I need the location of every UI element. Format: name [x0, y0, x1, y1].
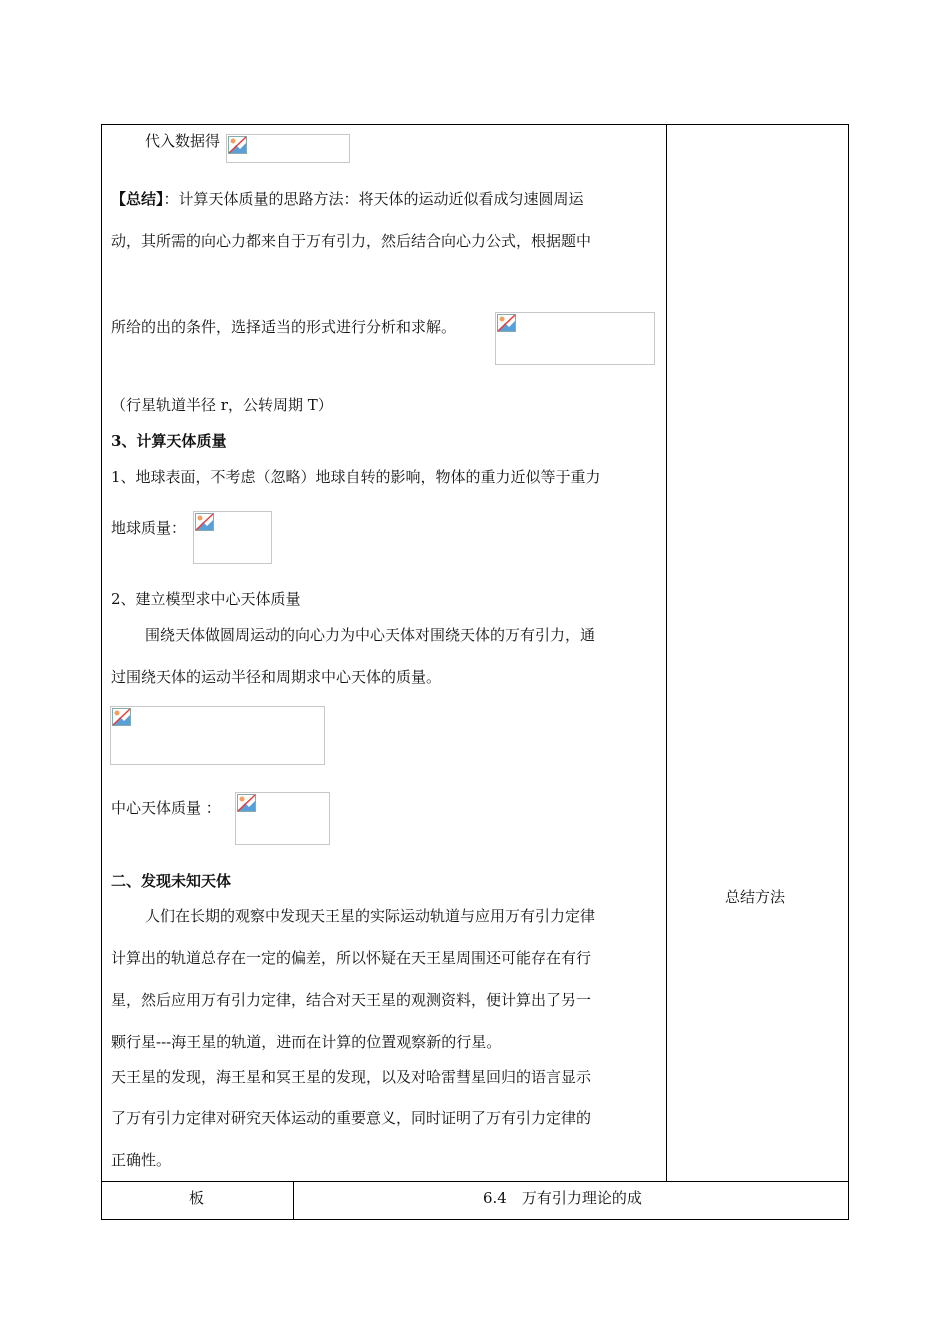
discovery-line-4: 颗行星---海王星的轨道，进而在计算的位置观察新的行星。 [111, 1033, 502, 1051]
column-divider [666, 124, 667, 1182]
broken-image-icon [228, 136, 247, 154]
orbit-note: （行星轨道半径 r，公转周期 T） [111, 396, 333, 414]
board-title: 6.4 万有引力理论的成 [483, 1189, 642, 1207]
summary-text-1: ：计算天体质量的思路方法：将天体的运动近似看成匀速圆周运 [163, 190, 584, 208]
model-line-2: 过围绕天体的运动半径和周期求中心天体的质量。 [111, 668, 442, 686]
discovery-line-1: 人们在长期的观察中发现天王星的实际运动轨道与应用万有引力定律 [145, 907, 596, 925]
earth-surface-line-1: 1、地球表面，不考虑（忽略）地球自转的影响，物体的重力近似等于重力 [111, 468, 601, 486]
significance-line-3: 正确性。 [111, 1151, 172, 1169]
broken-image-icon [237, 794, 256, 812]
summary-heading: 【总结】 [111, 190, 164, 208]
summary-line-1 [111, 189, 584, 209]
table-border-bottom [101, 1219, 849, 1220]
formula-image [110, 706, 325, 765]
formula-image [235, 792, 330, 845]
table-border-right [848, 124, 849, 1220]
section-heading-3: 3、计算天体质量 [111, 432, 227, 450]
discovery-line-2: 计算出的轨道总存在一定的偏差，所以怀疑在天王星周围还可能存在有行 [111, 949, 592, 967]
table-border-top [101, 124, 849, 125]
significance-line-1: 天王星的发现，海王星和冥王星的发现，以及对哈雷彗星回归的语言显示 [111, 1068, 592, 1086]
model-line-1: 围绕天体做圆周运动的向心力为中心天体对围绕天体的万有引力，通 [145, 626, 596, 644]
broken-image-icon [112, 708, 131, 726]
significance-line-2: 了万有引力定律对研究天体运动的重要意义，同时证明了万有引力定律的 [111, 1109, 592, 1127]
discovery-line-3: 星，然后应用万有引力定律，结合对天王星的观测资料，便计算出了另一 [111, 991, 592, 1009]
formula-image [495, 312, 655, 365]
central-mass-label: 中心天体质量 ： [111, 799, 221, 817]
model-heading: 2、建立模型求中心天体质量 [111, 590, 301, 608]
summary-line-3: 所给的出的条件，选择适当的形式进行分析和求解。 [111, 318, 457, 336]
formula-image [226, 134, 350, 163]
broken-image-icon [195, 513, 214, 531]
broken-image-icon [497, 314, 516, 332]
earth-mass-label: 地球质量： [111, 519, 187, 537]
substitute-label: 代入数据得 [145, 132, 221, 150]
section-heading-2: 二、发现未知天体 [111, 872, 232, 890]
formula-image [193, 511, 272, 564]
summary-line-2: 动，其所需的向心力都来自于万有引力，然后结合向心力公式，根据题中 [111, 232, 592, 250]
side-note-method: 总结方法 [725, 888, 786, 906]
table-border-left [101, 124, 102, 1220]
footer-left-label: 板 [189, 1189, 205, 1207]
footer-divider [293, 1181, 294, 1220]
row-divider [101, 1181, 849, 1182]
